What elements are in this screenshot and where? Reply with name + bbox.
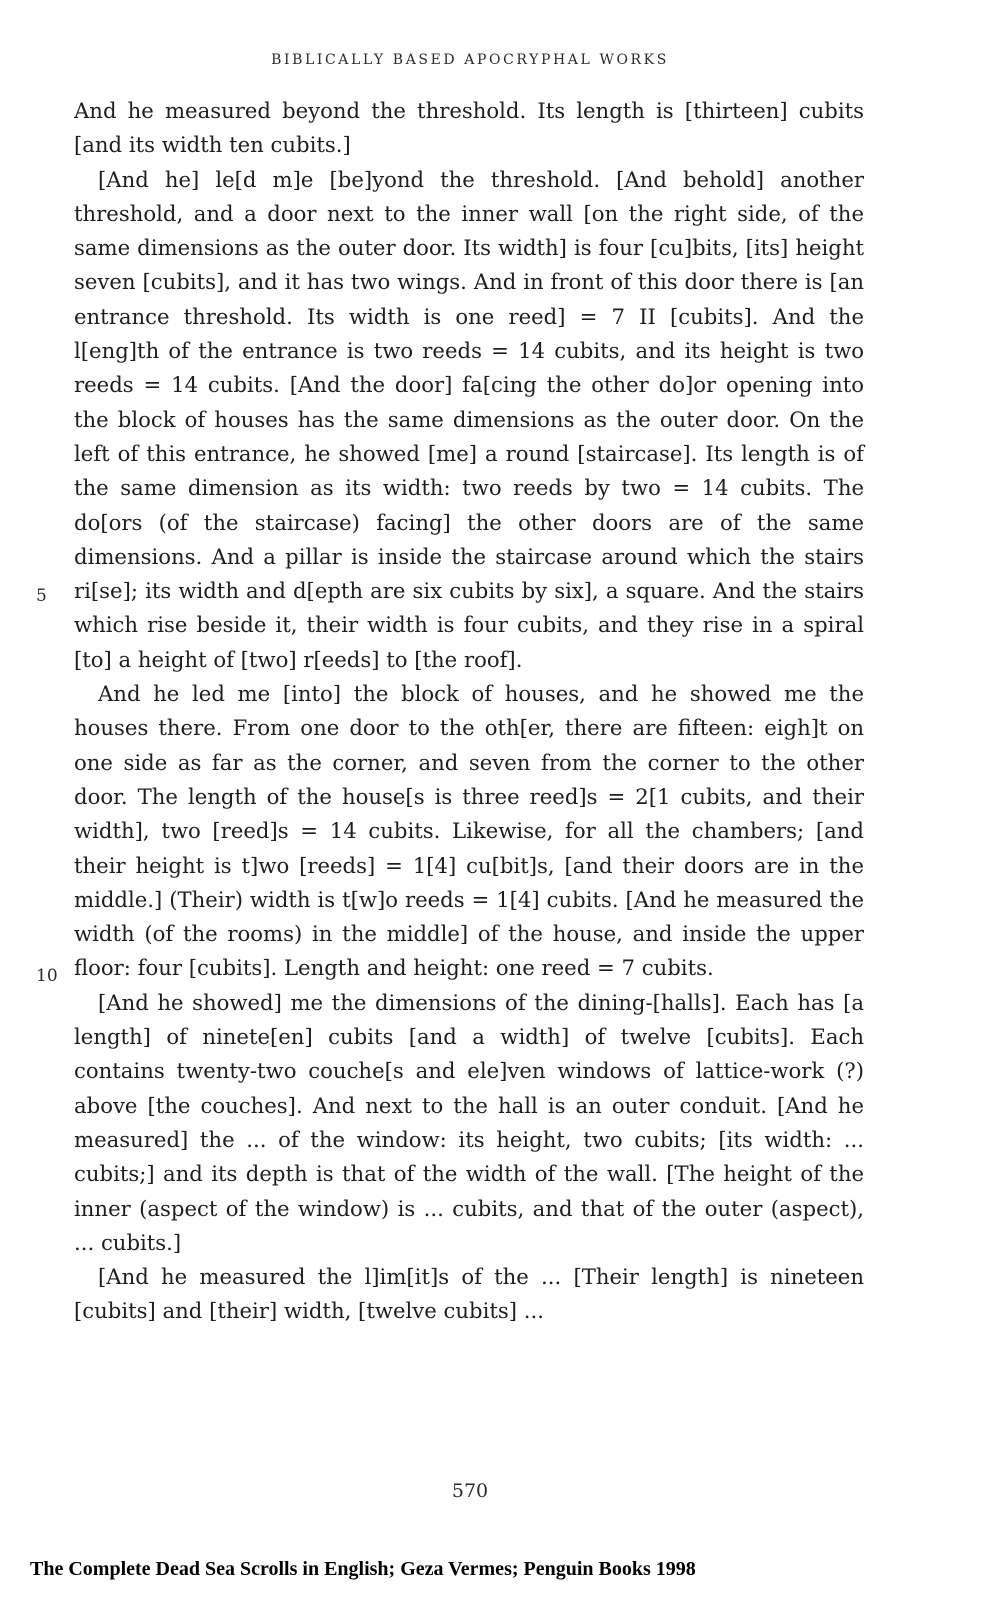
paragraph: [And he measured the l]im[it]s of the ... [Their length] is nineteen [cubits] and [their] width, [twelve cubits] ... [74,1264,864,1324]
body-text [74,94,864,1329]
paragraph: And he measured beyond the threshold. Its length is [thirteen] cubits [and its width ten cubits.] [74,98,864,158]
source-caption: The Complete Dead Sea Scrolls in English; Geza Vermes; Penguin Books 1998 [30,1558,696,1580]
running-head: BIBLICALLY BASED APOCRYPHAL WORKS [271,52,669,68]
paragraph: [And he] le[d m]e [be]yond the threshold. [And behold] another threshold, and a door next to the inner wall [on the right side, of the same dimensions as the outer door. Its width] is four [cu]bits, [its] height seven [cubits], and it has two wings. And in front of this door there is [an entrance threshold. Its width is one reed] = 7 II [cubits]. And the l[eng]th of the entrance is two reeds = 14 cubits, and its height is two reeds = 14 cubits. [And the door] fa[cing the other do]or opening into the block of houses has the same dimensions as the outer door. On the left of this entrance, he showed [me] a round [staircase]. Its length is of the same dimension as its width: two reeds by two = 14 cubits. The do[ors (of the staircase) facing] the other doors are of the same dimensions. And a pillar is inside the staircase around which the stairs ri[se]; its width and d[epth are six cubits by six], a square. And the stairs which rise beside it, their width is four cubits, and they rise in a spiral [to] a height of [two] r[eeds] to [the roof]. [74,166,864,672]
paragraph: And he led me [into] the block of houses, and he showed me the houses there. From one door to the oth[er, there are fifteen: eigh]t on one side as far as the corner, and seven from the corner to the other door. The length of the house[s is three reed]s = 2[1 cubits, and their width], two [reed]s = 14 cubits. Likewise, for all the chambers; [and their height is t]wo [reeds] = 1[4] cu[bit]s, [and their doors are in the middle.] (Their) width is t[w]o reeds = 1[4] cubits. [And he measured the width (of the rooms) in the middle] of the house, and inside the upper floor: four [cubits]. Length and height: one reed = 7 cubits. [74,681,864,981]
line-number: 5 [36,586,47,606]
line-number: 10 [36,966,58,986]
paragraph: [And he showed] me the dimensions of the dining-[halls]. Each has [a length] of ninete[en] cubits [and a width] of twelve [cubits]. Each contains twenty-two couche[s and ele]ven windows of lattice-work (?) above [the couches]. And next to the hall is an outer conduit. [And he measured] the ... of the window: its height, two cubits; [its width: ... cubits;] and its depth is that of the width of the wall. [The height of the inner (aspect of the window) is ... cubits, and that of the outer (aspect), ... cubits.] [74,989,864,1255]
page-number: 570 [451,1480,489,1502]
